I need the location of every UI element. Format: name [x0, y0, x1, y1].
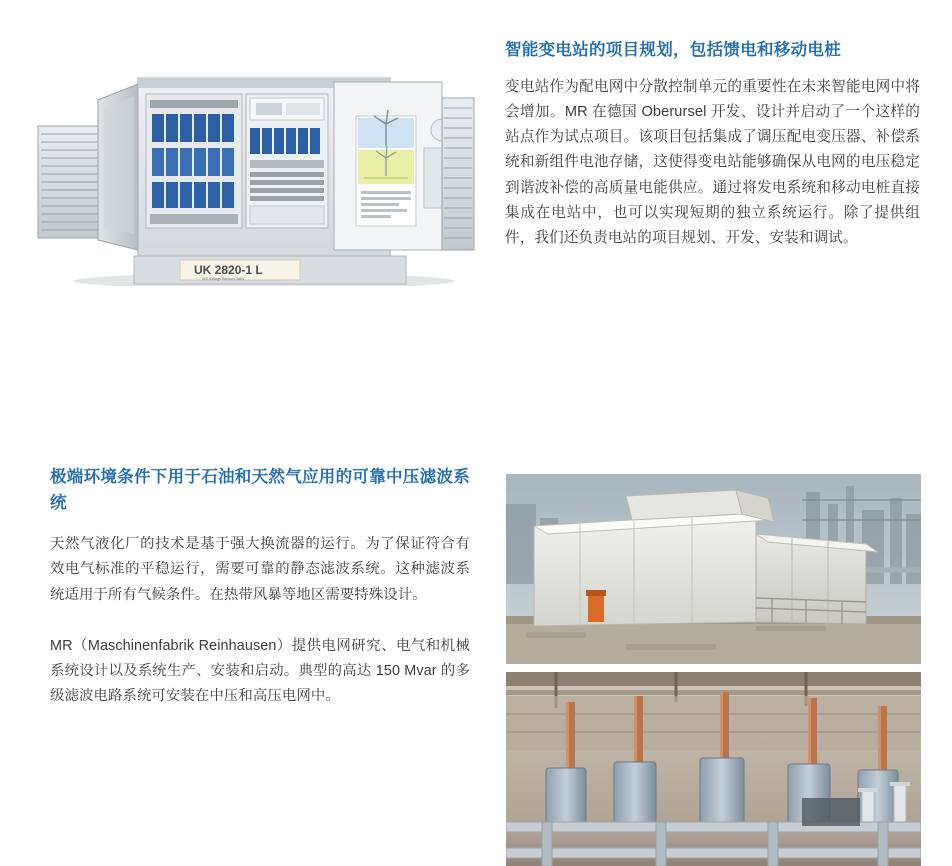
substation-cabinet-illustration — [34, 38, 476, 286]
smart-substation-heading: 智能变电站的项目规划，包括馈电和移动电桩 — [505, 41, 841, 59]
substation-cabinet-photo — [34, 38, 476, 286]
industrial-plant-illustration — [506, 474, 921, 664]
section-mv-filter-systems — [0, 455, 952, 866]
smart-substation-body: 变电站作为配电网中分散控制单元的重要性在未来智能电网中将会增加。MR 在德国 Oberursel 开发、设计并启动了一个这样的站点作为试点项目。该项目包括集成了调压配电变压器、补偿系统和新组件电池存储，这使得变电站能够确保从电网的电压稳定到谐波补偿的高质量电能供应。通过将发电系统和移动电桩直接集成在电站中，也可以实现短期的独立系统运行。除了提供组件，我们还负责电站的项目规划、开发、安装和调试。 — [505, 78, 920, 247]
filter-interior-illustration — [506, 672, 921, 866]
svg-text:UK 2820-1 L: UK 2820-1 L — [194, 263, 263, 277]
mv-filter-paragraph-1: 天然气液化厂的技术是基于强大换流器的运行。为了保证符合有效电气标准的平稳运行，需要可靠的静态滤波系统。这种滤波系统适用于所有气候条件。在热带风暴等地区需要特殊设计。 — [50, 536, 470, 603]
smart-substation-text — [505, 38, 920, 251]
industrial-plant-photo — [506, 474, 921, 664]
mv-filter-text — [50, 465, 470, 709]
svg-text:IRS Voltage Sensors 36kV: IRS Voltage Sensors 36kV — [202, 277, 245, 281]
filter-interior-photo — [506, 672, 921, 866]
mv-filter-paragraph-2: MR（Maschinenfabrik Reinhausen）提供电网研究、电气和机械系统设计以及系统生产、安装和启动。典型的高达 150 Mvar 的多级滤波电路系统可安装在中压和高压电网中。 — [50, 637, 470, 705]
section-smart-substation — [0, 0, 952, 300]
mv-filter-heading: 极端环境条件下用于石油和天然气应用的可靠中压滤波系统 — [50, 468, 470, 512]
